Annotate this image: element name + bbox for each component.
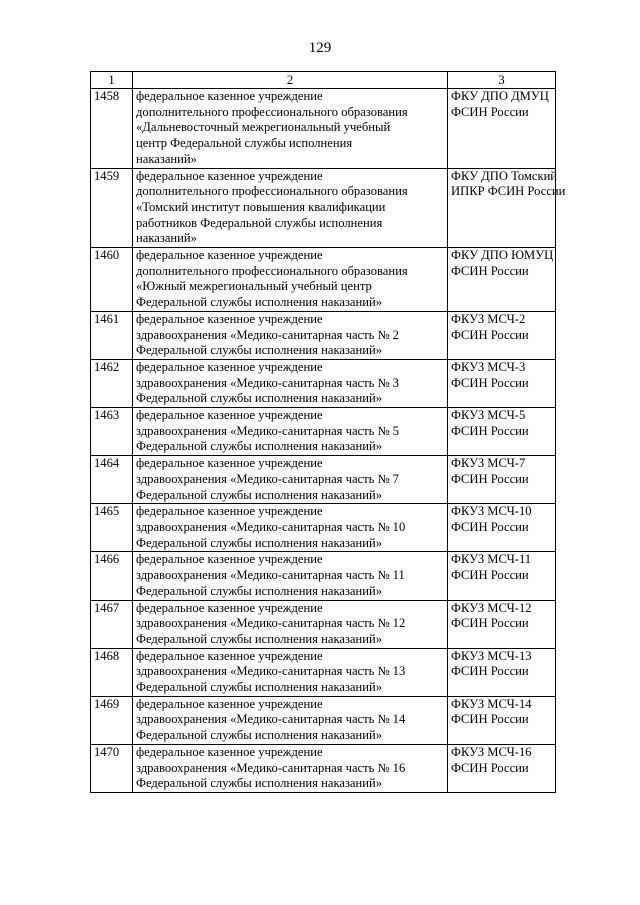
institution-name-line: наказаний»: [136, 231, 197, 246]
institution-name: [133, 696, 448, 744]
abbreviation-line: ФКУЗ МСЧ-2: [451, 311, 526, 326]
abbreviation-line: ФСИН России: [451, 568, 529, 583]
table-row: [91, 552, 556, 600]
header-col-3: 3: [448, 72, 556, 89]
institution-name-line: федеральное казенное учреждение: [136, 504, 323, 519]
institution-name: [133, 359, 448, 407]
institution-name-line: здравоохранения «Медико-санитарная часть № 5: [136, 423, 399, 438]
institution-name-line: работников Федеральной службы исполнения: [136, 215, 383, 230]
row-number: 1464: [91, 456, 133, 504]
institution-name-line: федеральное казенное учреждение: [136, 168, 323, 183]
institution-name: [133, 456, 448, 504]
abbreviation-line: ФСИН России: [451, 760, 529, 775]
abbreviation-line: ФКУ ДПО ДМУЦ: [451, 89, 549, 103]
institution-abbreviation: [448, 600, 556, 648]
institution-abbreviation: [448, 504, 556, 552]
row-number: 1468: [91, 648, 133, 696]
institution-name-line: Федеральной службы исполнения наказаний»: [136, 295, 383, 310]
institution-name-line: Федеральной службы исполнения наказаний»: [136, 631, 383, 646]
registry-rows: [91, 89, 566, 793]
institution-name-line: «Южный межрегиональный учебный центр: [136, 279, 372, 294]
row-number: 1459: [91, 168, 133, 248]
abbreviation-line: ИПКР ФСИН России: [451, 184, 566, 199]
institution-name-line: центр Федеральной службы исполнения: [136, 136, 353, 151]
header-col-2: 2: [133, 72, 448, 89]
institution-name-line: федеральное казенное учреждение: [136, 600, 323, 615]
abbreviation-line: ФСИН России: [451, 375, 529, 390]
institution-name-line: «Томский институт повышения квалификации: [136, 199, 386, 214]
institution-name-line: федеральное казенное учреждение: [136, 248, 323, 263]
abbreviation-line: ФКУЗ МСЧ-10: [451, 504, 532, 519]
institution-abbreviation: [448, 311, 556, 359]
abbreviation-line: ФКУЗ МСЧ-16: [451, 744, 532, 759]
row-number: 1465: [91, 504, 133, 552]
institution-name-line: федеральное казенное учреждение: [136, 552, 323, 567]
institution-name-line: федеральное казенное учреждение: [136, 744, 323, 759]
institution-name-line: Федеральной службы исполнения наказаний»: [136, 487, 383, 502]
abbreviation-line: ФКУЗ МСЧ-13: [451, 648, 532, 663]
institution-name-line: здравоохранения «Медико-санитарная часть № 16: [136, 760, 406, 775]
institution-name-line: здравоохранения «Медико-санитарная часть № 10: [136, 519, 406, 534]
institution-name-line: здравоохранения «Медико-санитарная часть № 2: [136, 327, 399, 342]
institution-abbreviation: [448, 552, 556, 600]
institution-name-line: Федеральной службы исполнения наказаний»: [136, 776, 383, 791]
abbreviation-line: ФСИН России: [451, 263, 529, 278]
table-row: [91, 168, 556, 248]
abbreviation-line: ФКУ ДПО ЮМУЦ: [451, 248, 554, 263]
institution-name-line: здравоохранения «Медико-санитарная часть № 14: [136, 712, 406, 727]
row-number: 1463: [91, 408, 133, 456]
institution-name-line: федеральное казенное учреждение: [136, 359, 323, 374]
header-col-1: 1: [91, 72, 133, 89]
table-row: [91, 744, 556, 792]
institution-name-line: здравоохранения «Медико-санитарная часть № 7: [136, 471, 399, 486]
table-row: [91, 408, 556, 456]
institution-abbreviation: [448, 89, 556, 169]
abbreviation-line: ФКУЗ МСЧ-14: [451, 696, 532, 711]
institution-name-line: «Дальневосточный межрегиональный учебный: [136, 120, 391, 135]
institution-abbreviation: [448, 456, 556, 504]
institution-abbreviation: [448, 648, 556, 696]
institution-name-line: федеральное казенное учреждение: [136, 89, 323, 103]
header-row: [91, 72, 556, 89]
institution-name-line: Федеральной службы исполнения наказаний»: [136, 439, 383, 454]
institution-name-line: Федеральной службы исполнения наказаний»: [136, 728, 383, 743]
abbreviation-line: ФСИН России: [451, 664, 529, 679]
abbreviation-line: ФКУЗ МСЧ-7: [451, 456, 526, 471]
abbreviation-line: ФКУЗ МСЧ-5: [451, 408, 526, 423]
institution-name-line: наказаний»: [136, 151, 197, 166]
abbreviation-line: ФСИН России: [451, 327, 529, 342]
table-row: [91, 648, 556, 696]
institution-name: [133, 504, 448, 552]
abbreviation-line: ФСИН России: [451, 519, 529, 534]
row-number: 1470: [91, 744, 133, 792]
institution-name: [133, 552, 448, 600]
abbreviation-line: ФСИН России: [451, 616, 529, 631]
institution-name-line: Федеральной службы исполнения наказаний»: [136, 343, 383, 358]
institution-name-line: дополнительного профессионального образования: [136, 184, 408, 199]
institution-name-line: федеральное казенное учреждение: [136, 696, 323, 711]
row-number: 1469: [91, 696, 133, 744]
institution-name-line: Федеральной службы исполнения наказаний»: [136, 680, 383, 695]
table-row: [91, 696, 556, 744]
row-number: 1461: [91, 311, 133, 359]
row-number: 1460: [91, 248, 133, 312]
institution-name-line: дополнительного профессионального образования: [136, 263, 408, 278]
page-number: 129: [308, 40, 332, 56]
row-number: 1462: [91, 359, 133, 407]
abbreviation-line: ФСИН России: [451, 712, 529, 727]
institution-name-line: федеральное казенное учреждение: [136, 648, 323, 663]
abbreviation-line: ФСИН России: [451, 423, 529, 438]
table-row: [91, 89, 556, 169]
institution-name-line: федеральное казенное учреждение: [136, 311, 323, 326]
abbreviation-line: ФСИН России: [451, 471, 529, 486]
institution-name: [133, 408, 448, 456]
table-row: [91, 248, 556, 312]
table-row: [91, 504, 556, 552]
institution-abbreviation: [448, 744, 556, 792]
institution-name-line: Федеральной службы исполнения наказаний»: [136, 583, 383, 598]
abbreviation-line: ФКУЗ МСЧ-3: [451, 359, 526, 374]
institution-name: [133, 648, 448, 696]
institution-name-line: Федеральной службы исполнения наказаний»: [136, 391, 383, 406]
table-row: [91, 456, 556, 504]
abbreviation-line: ФКУ ДПО Томский: [451, 168, 558, 183]
institution-name: [133, 89, 448, 169]
institution-name-line: федеральное казенное учреждение: [136, 408, 323, 423]
table-row: [91, 359, 556, 407]
institution-abbreviation: [448, 408, 556, 456]
institution-name: [133, 744, 448, 792]
institution-abbreviation: [448, 696, 556, 744]
abbreviation-line: ФКУЗ МСЧ-12: [451, 600, 532, 615]
institution-name: [133, 168, 448, 248]
institution-name-line: дополнительного профессионального образования: [136, 104, 408, 119]
institution-abbreviation: [448, 168, 566, 248]
institution-name-line: здравоохранения «Медико-санитарная часть № 12: [136, 616, 406, 631]
abbreviation-line: ФСИН России: [451, 104, 529, 119]
registry-table: [90, 71, 566, 793]
institution-name-line: здравоохранения «Медико-санитарная часть № 3: [136, 375, 399, 390]
institution-abbreviation: [448, 248, 556, 312]
institution-name: [133, 311, 448, 359]
row-number: 1466: [91, 552, 133, 600]
institution-name-line: здравоохранения «Медико-санитарная часть № 11: [136, 568, 405, 583]
institution-name-line: здравоохранения «Медико-санитарная часть № 13: [136, 664, 406, 679]
institution-abbreviation: [448, 359, 556, 407]
table-row: [91, 311, 556, 359]
institution-name-line: Федеральной службы исполнения наказаний»: [136, 535, 383, 550]
institution-name: [133, 248, 448, 312]
row-number: 1467: [91, 600, 133, 648]
table-row: [91, 600, 556, 648]
institution-name: [133, 600, 448, 648]
abbreviation-line: ФКУЗ МСЧ-11: [451, 552, 532, 567]
institution-name-line: федеральное казенное учреждение: [136, 456, 323, 471]
row-number: 1458: [91, 89, 133, 169]
